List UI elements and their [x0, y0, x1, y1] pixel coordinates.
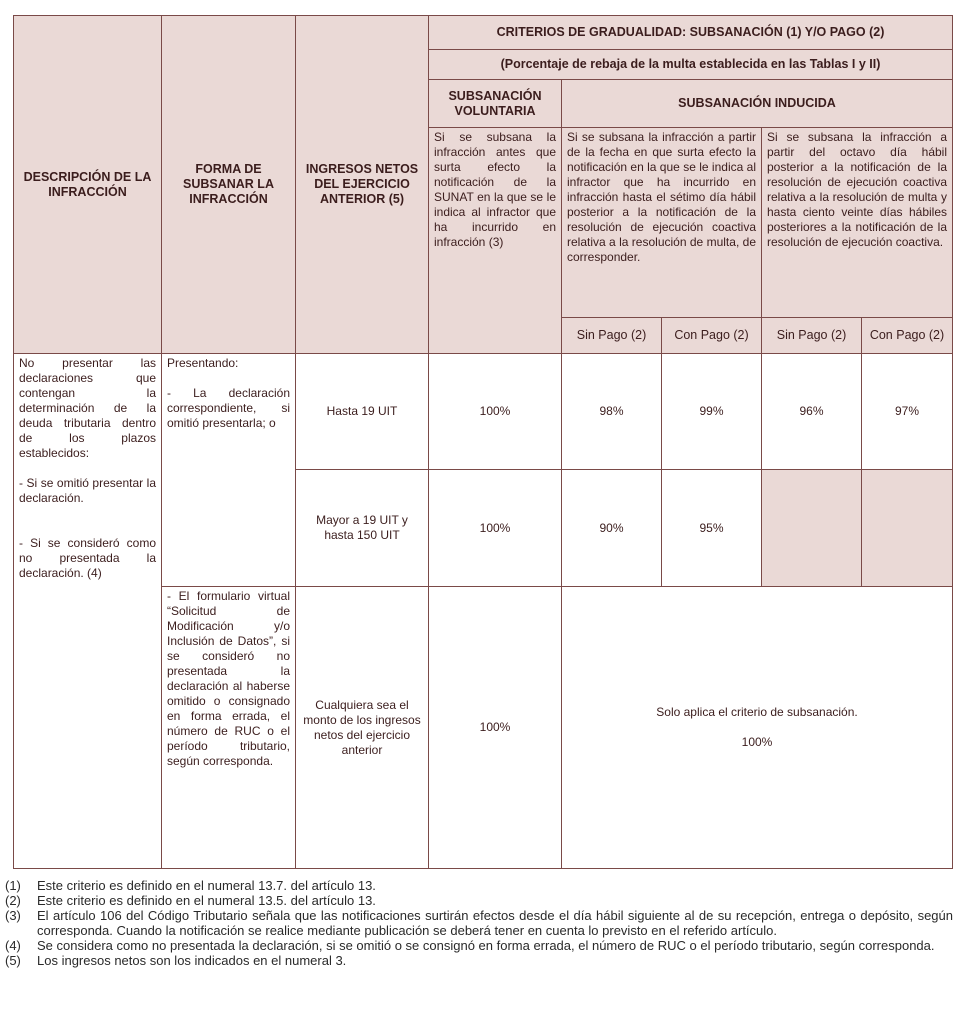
footnote-text: Los ingresos netos son los indicados en el numeral 3. — [37, 953, 347, 968]
con-pago-1-row-2: 95% — [662, 470, 762, 587]
header-ingresos: INGRESOS NETOS DEL EJERCICIO ANTERIOR (5) — [296, 16, 429, 354]
footnotes — [5, 878, 953, 968]
ingresos-row-2: Mayor a 19 UIT y hasta 150 UIT — [296, 470, 429, 587]
infraccion-description — [14, 354, 162, 869]
footnote-text: Este criterio es definido en el numeral 13.7. del artículo 13. — [37, 878, 376, 893]
descripcion-text-1: No presentar las declaraciones que contengan la determinación de la deuda tributaria dentro de los plazos establecidos: — [19, 356, 156, 460]
con-pago-header-2: Con Pago (2) — [862, 318, 953, 354]
sin-pago-1-row-1: 98% — [562, 354, 662, 470]
footnote-text: Se considera como no presentada la declaración, si se omitió o se consignó en forma errada, el número de RUC o el período tributario, según corresponda. — [37, 938, 935, 953]
sin-pago-2-row-1: 96% — [762, 354, 862, 470]
voluntaria-row-1: 100% — [429, 354, 562, 470]
gradualidad-table — [13, 15, 953, 869]
footnote — [5, 908, 953, 938]
sin-pago-header-1: Sin Pago (2) — [562, 318, 662, 354]
solo-aplica-value: 100% — [741, 735, 773, 749]
footnote — [5, 893, 953, 908]
footnote — [5, 878, 953, 893]
inducida-description-2: Si se subsana la infracción a partir del octavo día hábil posterior a la notificación de la resolución de ejecución coactiva relativa a la resolución de multa y hasta ciento veinte días hábiles posteriores a la notificación de la resolución de ejecución coactiva. — [762, 128, 953, 318]
voluntaria-description: Si se subsana la infracción antes que surta efecto la notificación de la SUNAT en la que se le indica al infractor que ha incurrido en infracción (3) — [429, 128, 562, 354]
footnote — [5, 938, 953, 953]
header-inducida: SUBSANACIÓN INDUCIDA — [562, 80, 953, 128]
empty-cell-row-2b — [862, 470, 953, 587]
footnote-number: (1) — [5, 878, 21, 893]
con-pago-header-1: Con Pago (2) — [662, 318, 762, 354]
footnote-number: (2) — [5, 893, 21, 908]
footnote-number: (5) — [5, 953, 21, 968]
inducida-description-1: Si se subsana la infracción a partir de la fecha en que surta efecto la notificación en la que se le indica al infractor que ha incurrido en infracción hasta el sétimo día hábil posterior a la notificación de la resolución de ejecución coactiva relativa a la resolución de multa, de corresponder. — [562, 128, 762, 318]
header-criterios-subtitle: (Porcentaje de rebaja de la multa establecida en las Tablas I y II) — [429, 50, 953, 80]
footnote-number: (4) — [5, 938, 21, 953]
descripcion-text-2: - Si se omitió presentar la declaración. — [19, 476, 156, 505]
sin-pago-1-row-2: 90% — [562, 470, 662, 587]
footnote — [5, 953, 953, 968]
voluntaria-row-3: 100% — [429, 587, 562, 869]
descripcion-text-3: - Si se consideró como no presentada la declaración. (4) — [19, 536, 156, 580]
forma-subsanar-1 — [162, 354, 296, 587]
forma-subsanar-2: - El formulario virtual “Solicitud de Modificación y/o Inclusión de Datos”, si se consideró no presentada la declaración al haberse omitido o consignado en forma errada, el número de RUC o el período tributario, según corresponda. — [162, 587, 296, 869]
sin-pago-header-2: Sin Pago (2) — [762, 318, 862, 354]
ingresos-row-1: Hasta 19 UIT — [296, 354, 429, 470]
forma-text-1: - La declaración correspondiente, si omitió presentarla; o — [167, 386, 290, 430]
gradualidad-table-wrapper — [13, 15, 952, 869]
header-descripcion: DESCRIPCIÓN DE LA INFRACCIÓN — [14, 16, 162, 354]
footnote-text: El artículo 106 del Código Tributario señala que las notificaciones surtirán efectos desde el día hábil siguiente al de su recepción, entrega o depósito, según corresponda. Cuando la notificación se realice mediante publicación se deberá tener en cuenta lo previsto en el referido artículo. — [37, 908, 953, 938]
forma-title: Presentando: — [167, 356, 239, 370]
con-pago-1-row-1: 99% — [662, 354, 762, 470]
header-criterios-title: CRITERIOS DE GRADUALIDAD: SUBSANACIÓN (1) Y/O PAGO (2) — [429, 16, 953, 50]
footnote-number: (3) — [5, 908, 21, 923]
inducida-row-3 — [562, 587, 953, 869]
footnote-text: Este criterio es definido en el numeral 13.5. del artículo 13. — [37, 893, 376, 908]
voluntaria-row-2: 100% — [429, 470, 562, 587]
con-pago-2-row-1: 97% — [862, 354, 953, 470]
header-voluntaria: SUBSANACIÓN VOLUNTARIA — [429, 80, 562, 128]
header-forma: FORMA DE SUBSANAR LA INFRACCIÓN — [162, 16, 296, 354]
empty-cell-row-2a — [762, 470, 862, 587]
ingresos-row-3: Cualquiera sea el monto de los ingresos netos del ejercicio anterior — [296, 587, 429, 869]
solo-aplica-text: Solo aplica el criterio de subsanación. — [656, 705, 858, 719]
